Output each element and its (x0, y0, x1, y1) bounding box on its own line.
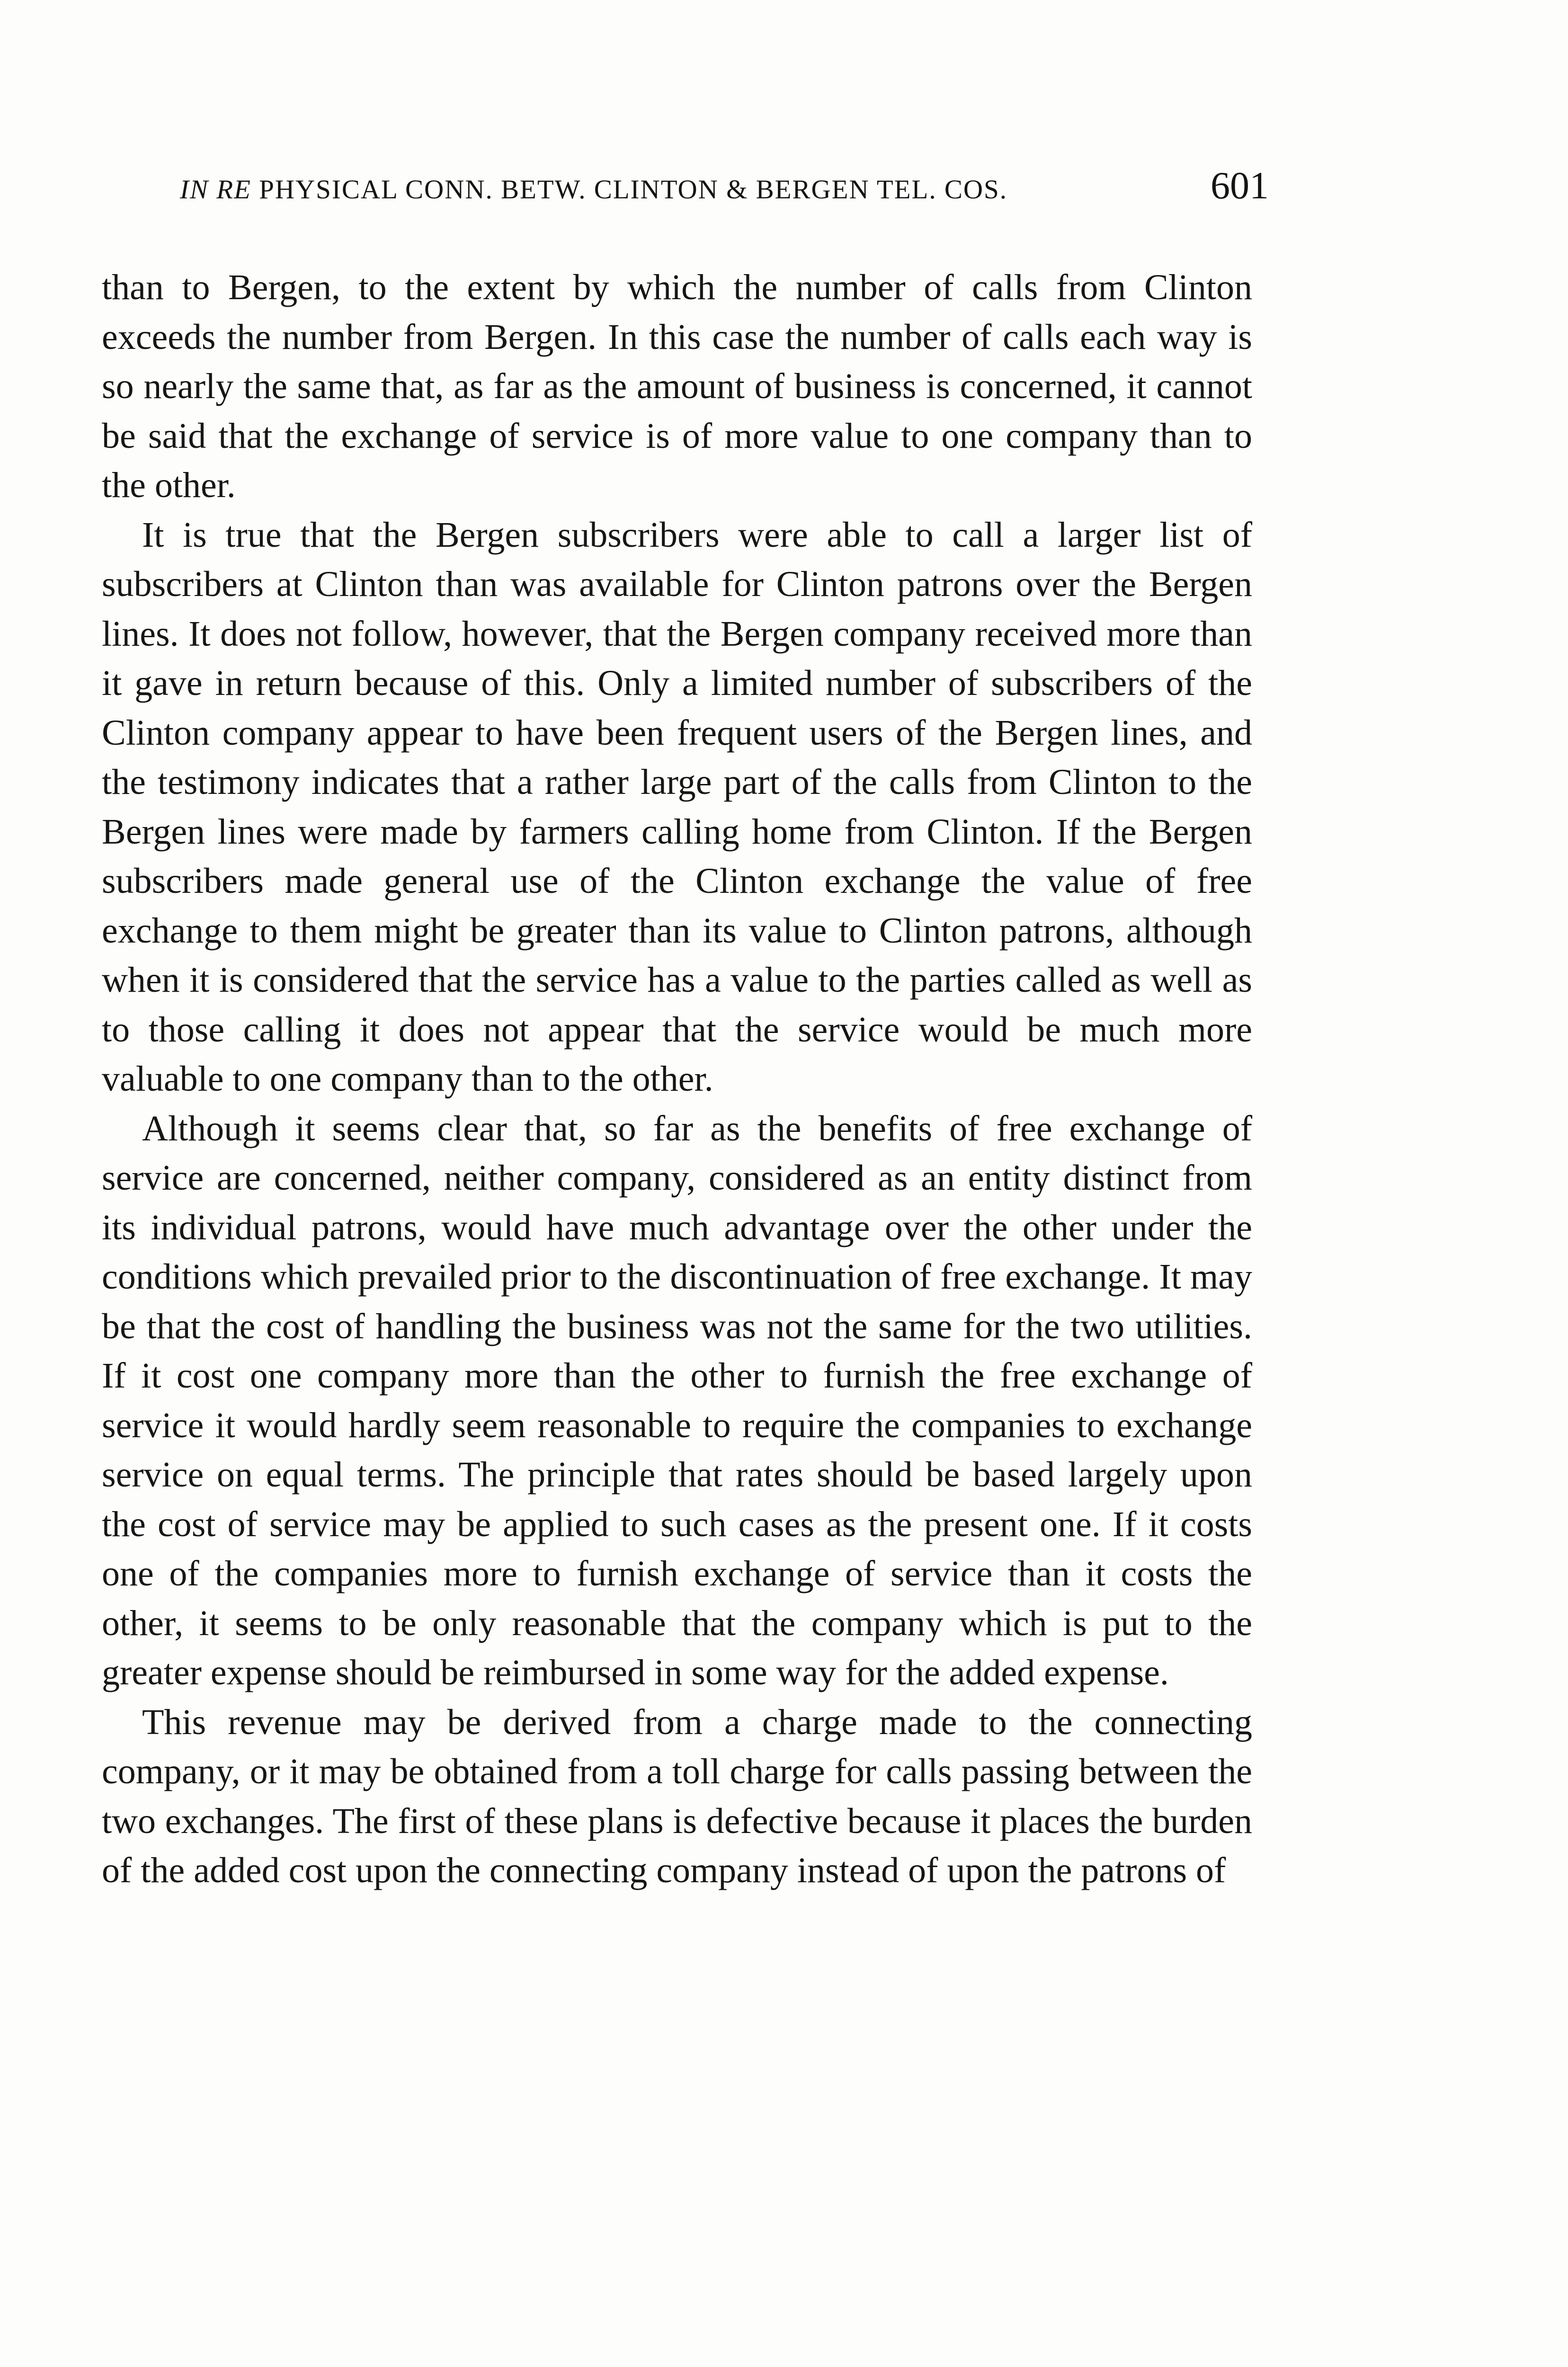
page-header (180, 163, 1269, 215)
running-head-title: PHYSICAL CONN. BETW. CLINTON & BERGEN TEL. COS. (251, 175, 1007, 205)
paragraph-bergen-subscribers: It is true that the Bergen subscribers were able to call a larger list of subscribers at Clinton than was available for Clinton patrons over the Bergen lines. It does not follow, however, that the Bergen company received more than it gave in return because of this. Only a limited number of subscribers of the Clinton company appear to have been frequent users of the Bergen lines, and the testimony indicates that a rather large part of the calls from Clinton to the Bergen lines were made by farmers calling home from Clinton. If the Bergen subscribers made general use of the Clinton exchange the value of free exchange to them might be greater than its value to Clinton patrons, although when it is considered that the service has a value to the parties called as well as to those calling it does not appear that the service would be much more valuable to one company than to the other. (102, 515, 1252, 1099)
paragraph-continued: than to Bergen, to the extent by which the number of calls from Clinton exceeds the number from Bergen. In this case the number of calls each way is so nearly the same that, as far as the amount of business is concerned, it cannot be said that the exchange of service is of more value to one company than to the other. (102, 267, 1252, 505)
running-head-case-prefix: IN RE (180, 175, 251, 205)
running-head (180, 174, 1007, 205)
paragraph-revenue: This revenue may be derived from a charge made to the connecting company, or it may be obtained from a toll charge for calls passing between the two exchanges. The first of these plans is defective because it places the burden of the added cost upon the connecting company instead of upon the patrons of (102, 1702, 1252, 1890)
page-number: 601 (1211, 164, 1269, 207)
body-text (102, 263, 1252, 1895)
paragraph-cost-of-service: Although it seems clear that, so far as the benefits of free exchange of service are concerned, neither company, considered as an entity distinct from its individual patrons, would have much advantage over the other under the conditions which prevailed prior to the discontinuation of free exchange. It may be that the cost of handling the business was not the same for the two utilities. If it cost one company more than the other to furnish the free exchange of service it would hardly seem reasonable to require the companies to exchange service on equal terms. The principle that rates should be based largely upon the cost of service may be applied to such cases as the present one. If it costs one of the companies more to furnish exchange of service than it costs the other, it seems to be only reasonable that the company which is put to the greater expense should be reimbursed in some way for the added expense. (102, 1108, 1252, 1692)
